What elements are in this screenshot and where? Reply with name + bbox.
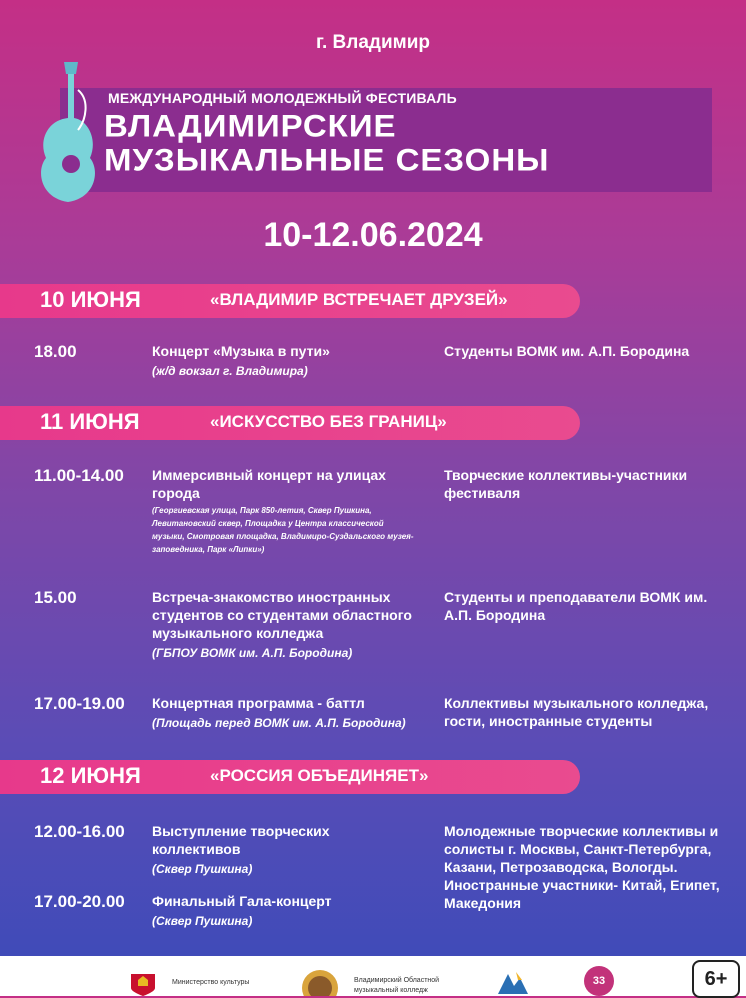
festival-title-line2: МУЗЫКАЛЬНЫЕ СЕЗОНЫ: [104, 141, 550, 178]
event-title: Иммерсивный концерт на улицах города: [152, 467, 386, 501]
event-participants: Студенты ВОМК им. А.П. Бородина: [444, 343, 690, 359]
day-label: 11 ИЮНЯ: [40, 409, 140, 434]
event-time: 15.00: [34, 588, 77, 607]
region-badge: [584, 966, 614, 996]
day-bar-june-10: [0, 284, 580, 318]
region-badge-number: 33: [592, 975, 606, 987]
event-place: (ж/д вокзал г. Владимира): [152, 364, 308, 378]
event-time: 17.00-20.00: [34, 892, 125, 911]
event-details: [152, 694, 417, 731]
event-title: Финальный Гала-концерт: [152, 893, 332, 909]
day-label: 12 ИЮНЯ: [40, 763, 141, 788]
event-participants: Творческие коллективы-участники фестиваля: [444, 467, 688, 501]
coat-of-arms-icon: [128, 972, 158, 996]
college-label-line2: музыкальный колледж: [354, 987, 428, 994]
event-time: 11.00-14.00: [34, 466, 124, 485]
event-title: Концертная программа - баттл: [152, 695, 365, 711]
event-title: Встреча-знакомство иностранных студентов со студентами областного музыкального колледжа: [152, 589, 412, 641]
event-time: 18.00: [34, 342, 77, 361]
event-time: 12.00-16.00: [34, 822, 125, 841]
age-rating-badge: 6+: [692, 960, 740, 998]
event-participants: Молодежные творческие коллективы и солисты г. Москвы, Санкт-Петербурга, Казани, Петрозаводска, Вологды. Иностранные участники- Китай, Египет, Македония: [444, 823, 720, 911]
day-label: 10 ИЮНЯ: [40, 287, 141, 312]
event-details: [152, 588, 417, 661]
city-label: г. Владимир: [315, 32, 430, 53]
day-bar-june-12: [0, 760, 580, 794]
guitar-logo-icon: [28, 60, 108, 206]
day-theme: «ВЛАДИМИР ВСТРЕЧАЕТ ДРУЗЕЙ»: [210, 290, 508, 309]
event-place: (Сквер Пушкина): [152, 914, 253, 928]
festival-subtitle: МЕЖДУНАРОДНЫЙ МОЛОДЕЖНЫЙ ФЕСТИВАЛЬ: [108, 90, 457, 106]
festival-dates: 10-12.06.2024: [263, 216, 483, 254]
festival-title-line1: ВЛАДИМИРСКИЕ: [104, 107, 397, 144]
day-theme: «РОССИЯ ОБЪЕДИНЯЕТ»: [210, 766, 429, 785]
event-place: (Сквер Пушкина): [152, 862, 253, 876]
event-details: [152, 822, 417, 877]
ministry-label: Министерство культуры: [172, 979, 250, 986]
day-bar-june-11: [0, 406, 580, 440]
event-place: (ГБПОУ ВОМК им. А.П. Бородина): [152, 646, 353, 660]
day-theme: «ИСКУССТВО БЕЗ ГРАНИЦ»: [210, 412, 447, 431]
college-label-line1: Владимирский Областной: [354, 977, 440, 984]
event-place: (Георгиевская улица, Парк 850-летия, Сквер Пушкина, Левитановский сквер, Площадка у Центра классической музыки, Смотровая площадка, Владимиро-Суздальского музея-заповедника, Парк «Липки»): [152, 506, 414, 554]
event-title: Концерт «Музыка в пути»: [152, 343, 330, 359]
event-details: [152, 342, 417, 379]
event-details: [152, 466, 417, 556]
event-title: Выступление творческих коллективов: [152, 823, 330, 857]
event-place: (Площадь перед ВОМК им. А.П. Бородина): [152, 716, 406, 730]
event-time: 17.00-19.00: [34, 694, 125, 713]
partner-logo-icon: [496, 970, 530, 996]
event-participants: Студенты и преподаватели ВОМК им. А.П. Бородина: [444, 589, 708, 623]
event-participants: Коллективы музыкального колледжа, гости, иностранные студенты: [444, 695, 709, 729]
college-emblem-icon: [300, 968, 340, 996]
sponsor-footer: [0, 956, 746, 996]
event-details: [152, 892, 417, 929]
